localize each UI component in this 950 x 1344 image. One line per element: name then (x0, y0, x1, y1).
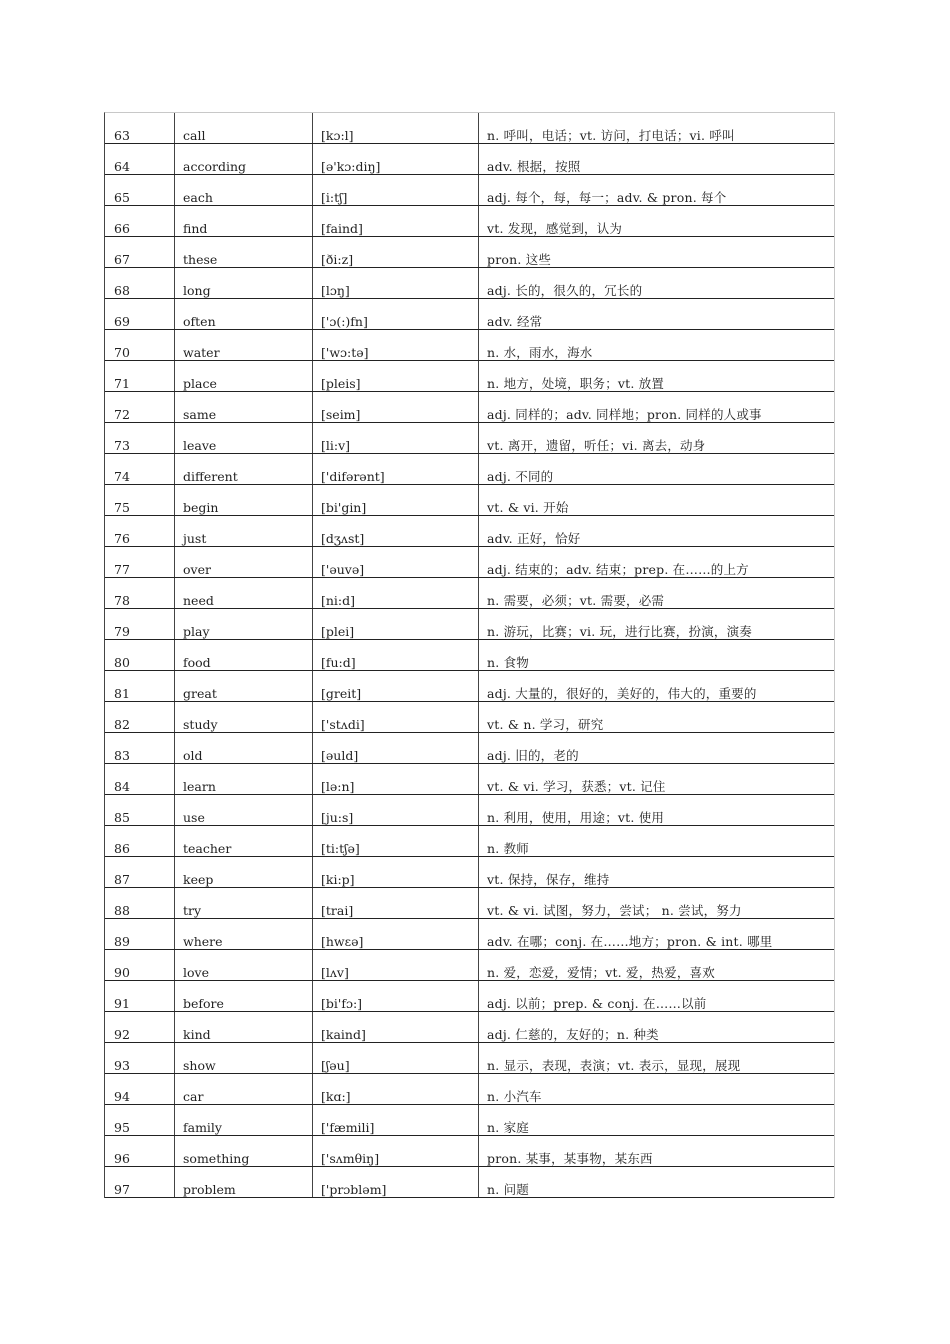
word-cell: great (175, 671, 313, 701)
table-row (105, 1105, 834, 1136)
phonetic-cell: ['əuvə] (313, 547, 479, 577)
table-row (105, 795, 834, 826)
row-number: 74 (105, 454, 175, 484)
phonetic-cell: [fu:d] (313, 640, 479, 670)
table-row (105, 609, 834, 640)
table-row (105, 640, 834, 671)
word-cell: need (175, 578, 313, 608)
row-number: 81 (105, 671, 175, 701)
row-number: 82 (105, 702, 175, 732)
definition-cell: adv. 在哪；conj. 在……地方；pron. & int. 哪里 (487, 934, 773, 949)
word-cell: problem (175, 1167, 313, 1197)
row-number: 75 (105, 485, 175, 515)
phonetic-cell: [li:v] (313, 423, 479, 453)
word-cell: call (175, 113, 313, 143)
phonetic-cell: [plei] (313, 609, 479, 639)
word-cell: play (175, 609, 313, 639)
definition-cell: vt. & vi. 开始 (487, 500, 569, 515)
word-cell: each (175, 175, 313, 205)
word-cell: according (175, 144, 313, 174)
word-cell: find (175, 206, 313, 236)
word-cell: long (175, 268, 313, 298)
phonetic-cell: [bi'fɔ:] (313, 981, 479, 1011)
definition-cell: n. 食物 (487, 655, 529, 670)
phonetic-cell: [hwɛə] (313, 919, 479, 949)
row-number: 85 (105, 795, 175, 825)
row-number: 91 (105, 981, 175, 1011)
word-cell: begin (175, 485, 313, 515)
phonetic-cell: ['wɔ:tə] (313, 330, 479, 360)
phonetic-cell: [ʃəu] (313, 1043, 479, 1073)
row-number: 76 (105, 516, 175, 546)
phonetic-cell: [ə'kɔ:diŋ] (313, 144, 479, 174)
definition-cell: adj. 以前；prep. & conj. 在……以前 (487, 996, 707, 1011)
row-number: 70 (105, 330, 175, 360)
phonetic-cell: [greit] (313, 671, 479, 701)
table-row (105, 1167, 834, 1198)
phonetic-cell: [ju:s] (313, 795, 479, 825)
phonetic-cell: [kɑ:] (313, 1074, 479, 1104)
definition-cell: adj. 每个，每，每一；adv. & pron. 每个 (487, 190, 727, 205)
definition-cell: n. 地方，处境，职务；vt. 放置 (487, 376, 665, 391)
row-number: 65 (105, 175, 175, 205)
phonetic-cell: ['stʌdi] (313, 702, 479, 732)
row-number: 78 (105, 578, 175, 608)
table-row (105, 764, 834, 795)
word-cell: same (175, 392, 313, 422)
phonetic-cell: [faind] (313, 206, 479, 236)
definition-cell: n. 爱，恋爱，爱情；vt. 爱，热爱，喜欢 (487, 965, 715, 980)
phonetic-cell: [ti:tʃə] (313, 826, 479, 856)
definition-cell: n. 呼叫，电话；vt. 访问，打电话；vi. 呼叫 (487, 128, 735, 143)
definition-cell: vt. & n. 学习，研究 (487, 717, 604, 732)
row-number: 68 (105, 268, 175, 298)
table-row (105, 144, 834, 175)
word-cell: learn (175, 764, 313, 794)
definition-cell: n. 小汽车 (487, 1089, 542, 1104)
table-row (105, 454, 834, 485)
definition-cell: adj. 大量的，很好的，美好的，伟大的，重要的 (487, 686, 757, 701)
table-row (105, 361, 834, 392)
definition-cell: adj. 旧的，老的 (487, 748, 579, 763)
table-row (105, 1012, 834, 1043)
phonetic-cell: [ni:d] (313, 578, 479, 608)
word-cell: leave (175, 423, 313, 453)
phonetic-cell: [seim] (313, 392, 479, 422)
table-row (105, 981, 834, 1012)
phonetic-cell: [kaind] (313, 1012, 479, 1042)
row-number: 89 (105, 919, 175, 949)
row-number: 79 (105, 609, 175, 639)
word-cell: kind (175, 1012, 313, 1042)
table-row (105, 1043, 834, 1074)
word-cell: show (175, 1043, 313, 1073)
definition-cell: n. 显示，表现，表演；vt. 表示，显现，展现 (487, 1058, 741, 1073)
table-row (105, 733, 834, 764)
table-row (105, 578, 834, 609)
word-cell: water (175, 330, 313, 360)
definition-cell: vt. & vi. 试图，努力，尝试； n. 尝试，努力 (487, 903, 742, 918)
definition-cell: adj. 结束的；adv. 结束；prep. 在……的上方 (487, 562, 749, 577)
definition-cell: vt. 保持，保存，维持 (487, 872, 610, 887)
row-number: 97 (105, 1167, 175, 1197)
definition-cell: n. 游玩，比赛；vi. 玩，进行比赛，扮演，演奏 (487, 624, 753, 639)
row-number: 71 (105, 361, 175, 391)
table-row (105, 857, 834, 888)
table-row (105, 950, 834, 981)
phonetic-cell: [lə:n] (313, 764, 479, 794)
row-number: 63 (105, 113, 175, 143)
word-cell: old (175, 733, 313, 763)
word-cell: place (175, 361, 313, 391)
table-row (105, 671, 834, 702)
definition-cell: n. 教师 (487, 841, 529, 856)
row-number: 84 (105, 764, 175, 794)
definition-cell: n. 水，雨水，海水 (487, 345, 593, 360)
definition-cell: n. 利用，使用，用途；vt. 使用 (487, 810, 665, 825)
phonetic-cell: [i:tʃ] (313, 175, 479, 205)
definition-cell: pron. 这些 (487, 252, 552, 267)
row-number: 93 (105, 1043, 175, 1073)
definition-cell: n. 问题 (487, 1182, 529, 1197)
row-number: 92 (105, 1012, 175, 1042)
definition-cell: vt. 发现，感觉到，认为 (487, 221, 623, 236)
table-row (105, 1074, 834, 1105)
row-number: 96 (105, 1136, 175, 1166)
table-row (105, 423, 834, 454)
phonetic-cell: ['difərənt] (313, 454, 479, 484)
vocabulary-table (104, 112, 835, 1198)
table-row (105, 1136, 834, 1167)
phonetic-cell: [lʌv] (313, 950, 479, 980)
word-cell: different (175, 454, 313, 484)
table-row (105, 330, 834, 361)
row-number: 80 (105, 640, 175, 670)
phonetic-cell: [ði:z] (313, 237, 479, 267)
phonetic-cell: [bi'gin] (313, 485, 479, 515)
row-number: 69 (105, 299, 175, 329)
phonetic-cell: [əuld] (313, 733, 479, 763)
definition-cell: adv. 经常 (487, 314, 543, 329)
phonetic-cell: [dʒʌst] (313, 516, 479, 546)
phonetic-cell: [kɔ:l] (313, 113, 479, 143)
row-number: 67 (105, 237, 175, 267)
word-cell: just (175, 516, 313, 546)
word-cell: family (175, 1105, 313, 1135)
word-cell: try (175, 888, 313, 918)
word-cell: car (175, 1074, 313, 1104)
phonetic-cell: [ki:p] (313, 857, 479, 887)
definition-cell: n. 需要，必须；vt. 需要，必需 (487, 593, 665, 608)
row-number: 64 (105, 144, 175, 174)
phonetic-cell: ['prɔbləm] (313, 1167, 479, 1197)
phonetic-cell: ['fæmili] (313, 1105, 479, 1135)
word-cell: often (175, 299, 313, 329)
table-row (105, 392, 834, 423)
phonetic-cell: ['sʌmθiŋ] (313, 1136, 479, 1166)
word-cell: use (175, 795, 313, 825)
definition-cell: adv. 正好，恰好 (487, 531, 581, 546)
row-number: 90 (105, 950, 175, 980)
definition-cell: adj. 长的，很久的，冗长的 (487, 283, 643, 298)
phonetic-cell: [lɔŋ] (313, 268, 479, 298)
table-row (105, 268, 834, 299)
definition-cell: adj. 不同的 (487, 469, 554, 484)
phonetic-cell: [trai] (313, 888, 479, 918)
table-row (105, 516, 834, 547)
definition-cell: n. 家庭 (487, 1120, 529, 1135)
table-row (105, 826, 834, 857)
phonetic-cell: ['ɔ(:)fn] (313, 299, 479, 329)
table-row (105, 237, 834, 268)
word-cell: where (175, 919, 313, 949)
row-number: 73 (105, 423, 175, 453)
word-cell: before (175, 981, 313, 1011)
table-row (105, 702, 834, 733)
word-cell: over (175, 547, 313, 577)
definition-cell: pron. 某事，某事物，某东西 (487, 1151, 653, 1166)
table-row (105, 175, 834, 206)
word-cell: keep (175, 857, 313, 887)
row-number: 94 (105, 1074, 175, 1104)
table-row (105, 485, 834, 516)
row-number: 66 (105, 206, 175, 236)
table-row (105, 206, 834, 237)
row-number: 88 (105, 888, 175, 918)
table-row (105, 888, 834, 919)
word-cell: these (175, 237, 313, 267)
definition-cell: vt. & vi. 学习，获悉；vt. 记住 (487, 779, 666, 794)
phonetic-cell: [pleis] (313, 361, 479, 391)
row-number: 83 (105, 733, 175, 763)
row-number: 72 (105, 392, 175, 422)
table-row (105, 919, 834, 950)
word-cell: study (175, 702, 313, 732)
definition-cell: adv. 根据，按照 (487, 159, 581, 174)
row-number: 77 (105, 547, 175, 577)
table-row (105, 299, 834, 330)
definition-cell: vt. 离开，遗留，听任；vi. 离去，动身 (487, 438, 706, 453)
word-cell: love (175, 950, 313, 980)
row-number: 86 (105, 826, 175, 856)
definition-cell: adj. 同样的；adv. 同样地；pron. 同样的人或事 (487, 407, 762, 422)
row-number: 95 (105, 1105, 175, 1135)
table-row (105, 547, 834, 578)
table-row (105, 113, 834, 144)
word-cell: something (175, 1136, 313, 1166)
word-cell: teacher (175, 826, 313, 856)
word-cell: food (175, 640, 313, 670)
definition-cell: adj. 仁慈的，友好的；n. 种类 (487, 1027, 659, 1042)
row-number: 87 (105, 857, 175, 887)
